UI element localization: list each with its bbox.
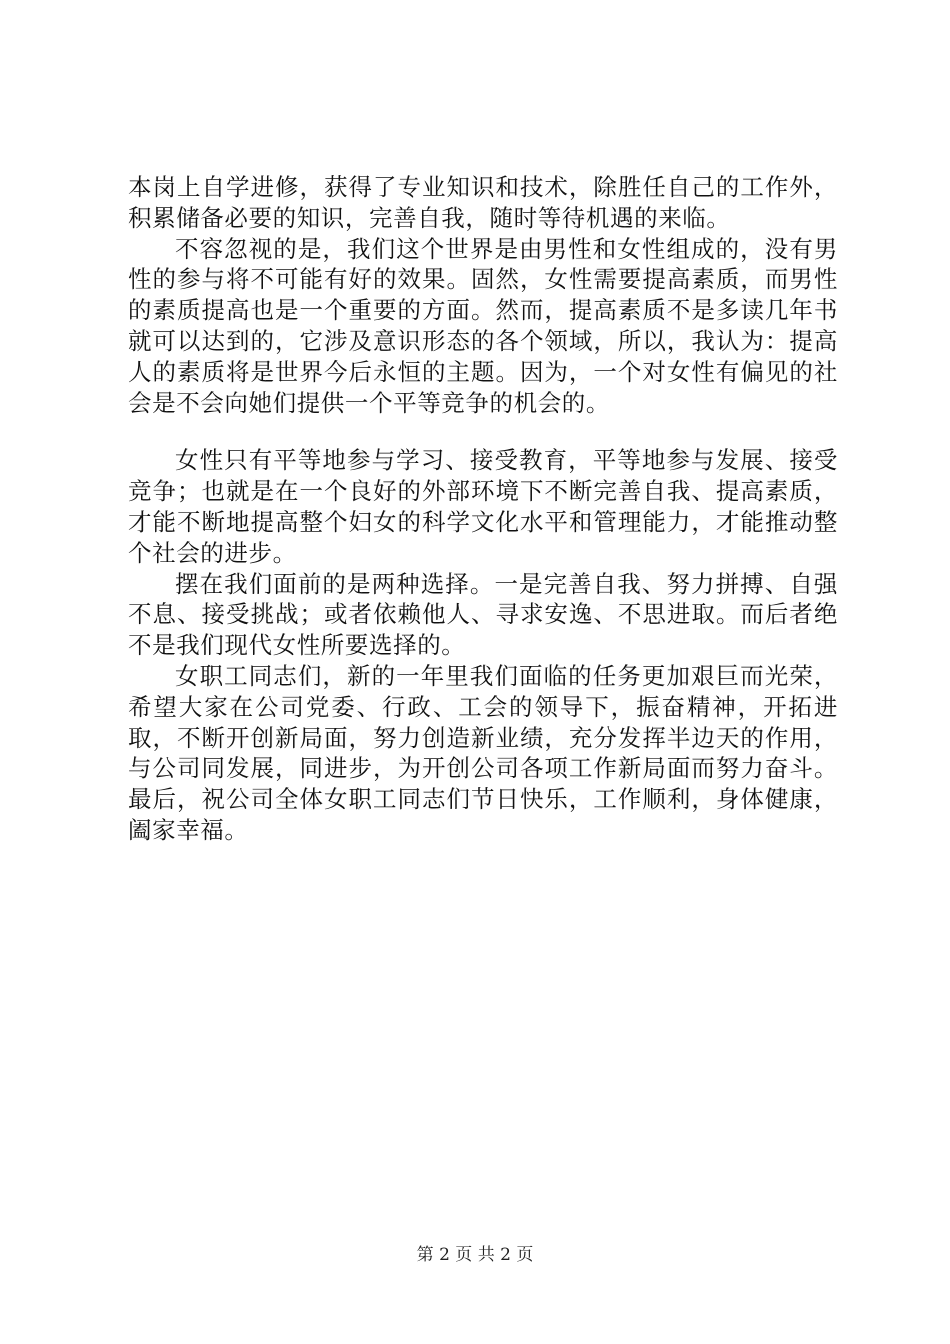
page-footer: 第 2 页 共 2 页 (416, 1245, 534, 1265)
document-body (128, 172, 838, 846)
paragraph: 女职工同志们，新的一年里我们面临的任务更加艰巨而光荣，希望大家在公司党委、行政、工会的领导下，振奋精神，开拓进取，不断开创新局面，努力创造新业绩，充分发挥半边天的作用，与公司同发展，同进步，为开创公司各项工作新局面而努力奋斗。最后，祝公司全体女职工同志们节日快乐，工作顺利，身体健康，阖家幸福。 (128, 661, 838, 844)
paragraph: 摆在我们面前的是两种选择。一是完善自我、努力拼搏、自强不息、接受挑战；或者依赖他人、寻求安逸、不思进取。而后者绝不是我们现代女性所要选择的。 (128, 569, 838, 660)
paragraph-continuation: 本岗上自学进修，获得了专业知识和技术，除胜任自己的工作外，积累储备必要的知识，完善自我，随时等待机遇的来临。 (128, 173, 838, 232)
paragraph: 不容忽视的是，我们这个世界是由男性和女性组成的，没有男性的参与将不可能有好的效果。固然，女性需要提高素质，而男性的素质提高也是一个重要的方面。然而，提高素质不是多读几年书就可以达到的，它涉及意识形态的各个领域，所以，我认为：提高人的素质将是世界今后永恒的主题。因为，一个对女性有偏见的社会是不会向她们提供一个平等竞争的机会的。 (128, 234, 838, 417)
paragraph: 女性只有平等地参与学习、接受教育，平等地参与发展、接受竞争；也就是在一个良好的外部环境下不断完善自我、提高素质，才能不断地提高整个妇女的科学文化水平和管理能力，才能推动整个社会的进步。 (128, 446, 838, 567)
